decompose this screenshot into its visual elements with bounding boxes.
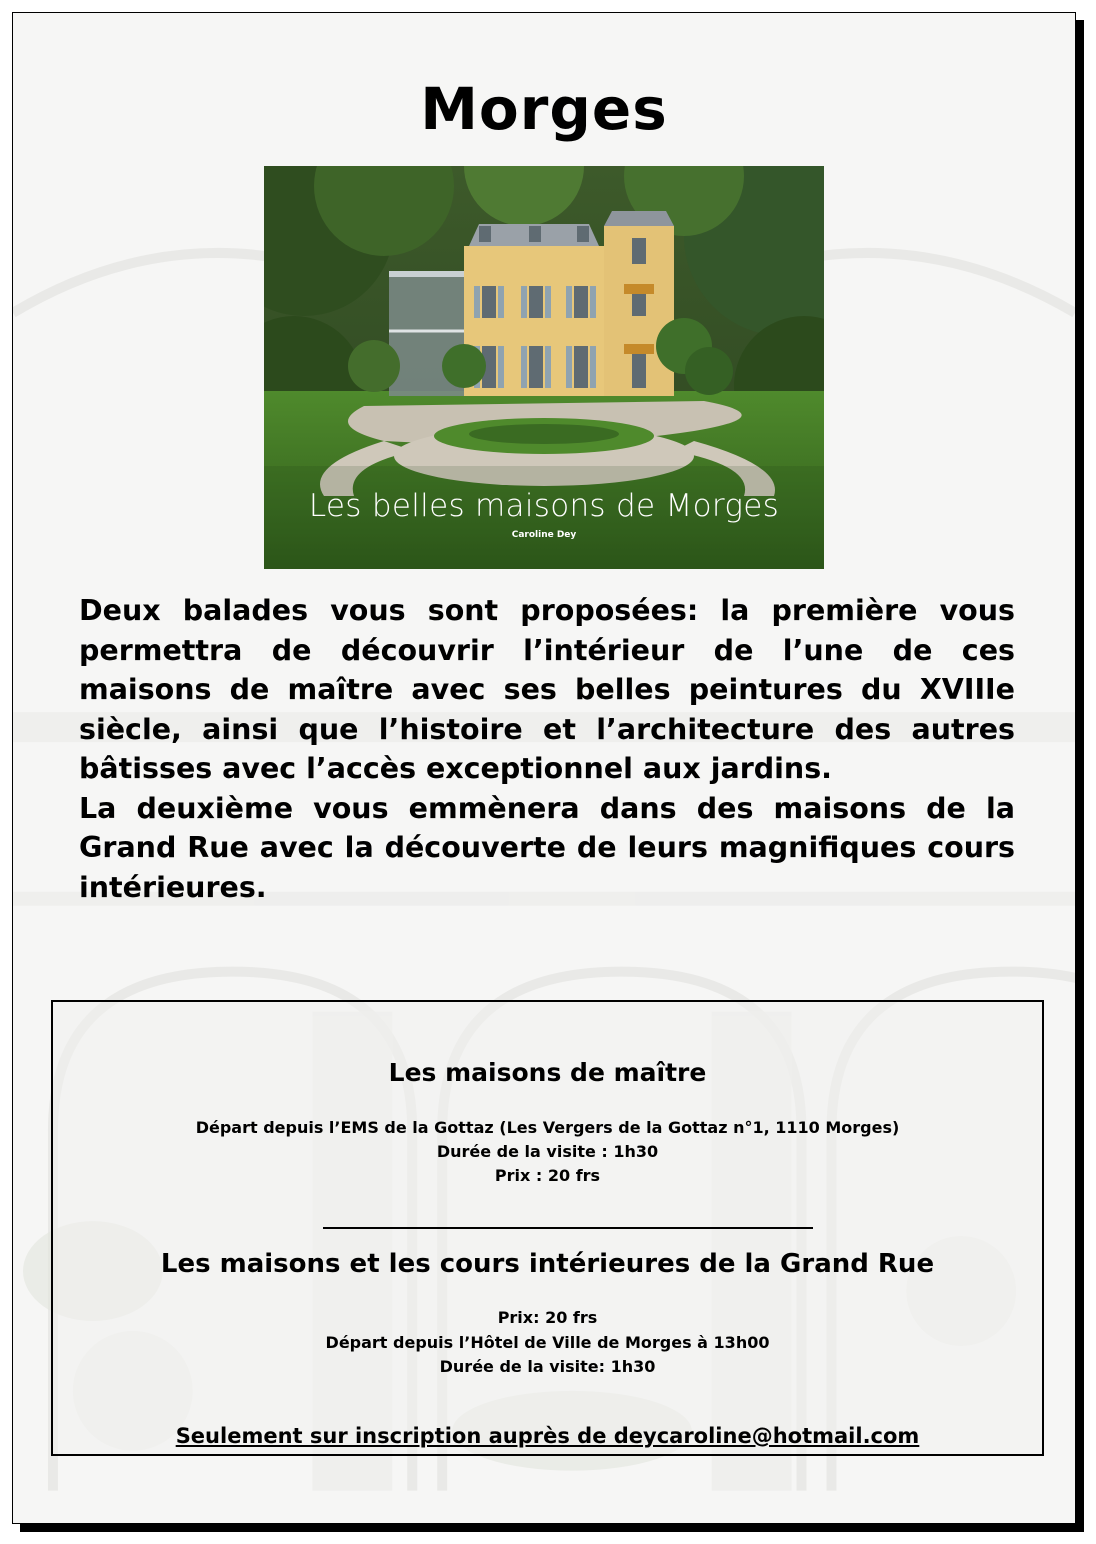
tour1-heading: Les maisons de maître xyxy=(388,1058,707,1087)
signup-email-link[interactable]: Seulement sur inscription auprès de deycaroline@hotmail.com xyxy=(175,1424,920,1448)
tour1-duration: Durée de la visite : 1h30 xyxy=(436,1142,659,1161)
intro-paragraph-2: La deuxième vous emmènera dans des maisons de la Grand Rue avec la découverte de leurs magnifiques cours intérieures. xyxy=(79,791,1015,904)
cover-title: Les belles maisons de Morges xyxy=(308,488,780,524)
flyer-page xyxy=(12,12,1076,1524)
intro-paragraph-1: Deux balades vous sont proposées: la première vous permettra de découvrir l’intérieur de l’une de ces maisons de maître avec ses belles peintures du XVIIIe siècle, ainsi que l’histoire et l’architecture des autres bâtisses avec l’accès exceptionnel aux jardins. xyxy=(79,594,1015,785)
cover-author: Caroline Dey xyxy=(511,530,577,540)
tour2-departure: Départ depuis l’Hôtel de Ville de Morges à 13h00 xyxy=(325,1333,770,1352)
tour-info-box xyxy=(51,1000,1044,1456)
book-cover-photo xyxy=(264,166,824,569)
tour1-departure: Départ depuis l’EMS de la Gottaz (Les Vergers de la Gottaz n°1, 1110 Morges) xyxy=(195,1118,900,1137)
tour2-duration: Durée de la visite: 1h30 xyxy=(439,1357,656,1376)
tour2-price: Prix: 20 frs xyxy=(497,1308,598,1327)
section-divider xyxy=(323,1227,813,1229)
tour1-price: Prix : 20 frs xyxy=(494,1166,601,1185)
signup-note xyxy=(53,1424,1042,1448)
page-title: Morges xyxy=(420,75,668,143)
tour2-heading: Les maisons et les cours intérieures de la Grand Rue xyxy=(160,1249,935,1279)
intro-text xyxy=(79,591,1015,907)
